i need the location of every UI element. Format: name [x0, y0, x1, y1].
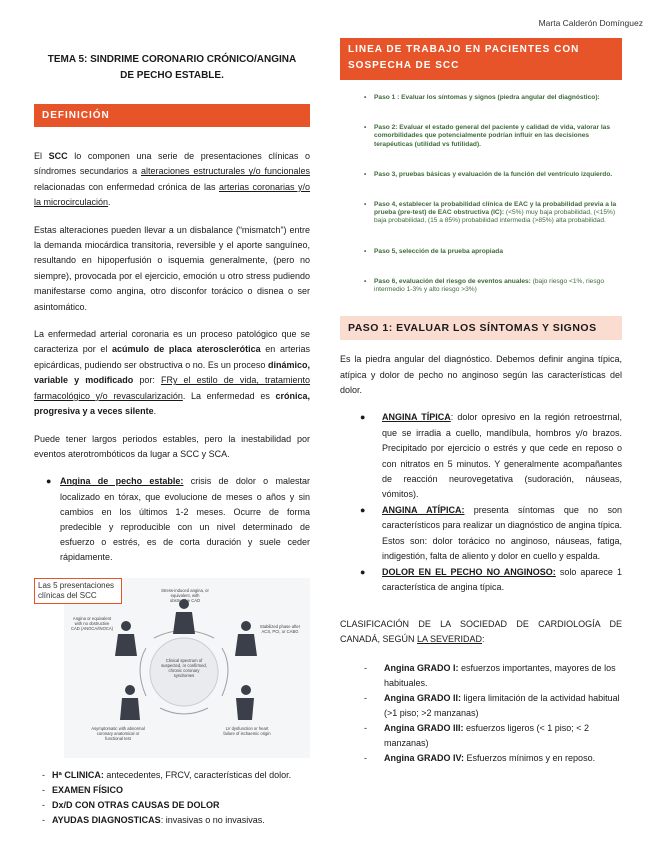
- list-item-text: [382, 503, 622, 565]
- p1-text-c: lo componen una serie de presentaciones clínicas o síndromes secundarios a: [34, 151, 310, 177]
- angina-estable-text: [60, 474, 310, 565]
- angina-tipica-label: ANGINA TÍPICA: [382, 412, 451, 423]
- angina-estable-label: Angina de pecho estable:: [60, 476, 184, 487]
- paso-item: [364, 171, 622, 179]
- figure-text-center: Clinical spectrum of suspected, or confirmed, chronic coronary syndromes: [161, 657, 207, 678]
- list-item: [360, 565, 622, 596]
- no-anginoso-text: solo aparece 1 característica de angina típica.: [382, 566, 623, 592]
- list-item-text: [384, 721, 622, 751]
- bullet-icon: •: [364, 124, 367, 132]
- p1-alteraciones: alteraciones estructurales y/o funcionales: [140, 166, 310, 177]
- diagnostic-list: [34, 768, 310, 828]
- grado-text: esfuerzos importantes, mayores de los habituales.: [384, 663, 616, 689]
- clasificacion-heading: [340, 617, 622, 647]
- p1-text-a: El: [34, 151, 49, 161]
- list-item: [360, 503, 622, 565]
- list-item: [364, 661, 622, 691]
- dash-icon: -: [42, 814, 45, 825]
- ayudas-label: AYUDAS DIAGNOSTICAS: [52, 814, 161, 825]
- list-item-text: [52, 813, 265, 828]
- paragraph-enfermedad-arterial: [34, 327, 310, 419]
- paso1-banner: PASO 1: EVALUAR LOS SÍNTOMAS Y SIGNOS: [340, 316, 622, 340]
- paragraph-periodos-estables: Puede tener largos periodos estables, pero la inestabilidad por eventos aterotrombóticos da lugar a SCC y SCA.: [34, 433, 310, 459]
- list-item-text: [52, 798, 220, 813]
- angina-tipica-text: : dolor opresivo en la región retroestrnal, que se irradia a cuello, mandíbula, hombros y/o brazos. Precipitado por ejercicio o estrés y que cede en reposo o con nitratos en 5 minutos. Y generalmente acompañantes de reacción neurovegetativa (sudoración, náuseas, vómitos).: [382, 412, 622, 500]
- list-item-text: [52, 768, 291, 783]
- angina-types-list: [340, 410, 622, 595]
- clasif-colon: :: [482, 634, 485, 645]
- list-item: [364, 751, 622, 766]
- figure-text-right: Stabilized phase after ACS, PCI, or CABG: [259, 623, 301, 634]
- paso-bold: Paso 5, selección de la prueba apropiada: [374, 247, 503, 255]
- dash-icon: -: [42, 799, 45, 810]
- page-title-line2: DE PECHO ESTABLE.: [120, 70, 224, 81]
- angina-estable-desc: crisis de dolor o malestar localizado en tórax, que evolucione de meses o años y sin cambios en los últimos 1-2 meses. Ocurre de forma predecible y reproducible con un nivel determinado de esfuerzo o estrés, es de corta duración y suele ceder rápidamente.: [60, 476, 310, 563]
- grado-label: Angina GRADO IV:: [384, 753, 465, 764]
- dash-icon: -: [364, 753, 367, 764]
- p3-text-g: . La enfermedad es: [182, 390, 276, 401]
- p3-cronica: crónica, progresiva y a veces silente: [34, 390, 310, 417]
- p1-scc: SCC: [48, 151, 68, 161]
- paso-bold: Paso 6, evaluación del riesgo de eventos anuales:: [374, 277, 531, 285]
- p3-text-a: La enfermedad arterial coronaria es un proceso patológico que se caracteriza por el: [34, 329, 310, 355]
- definicion-banner: DEFINICIÓN: [34, 104, 310, 127]
- paragraph-mismatch: Estas alteraciones pueden llevar a un disbalance (“mismatch”) entre la demanda miocárdica transitoria, reversible y el aporte sanguíneo, resultando en hipoperfusión o isquemia generalmente, (pero no siempre), provocada por el ejercicio, emoción u otro stress pudiendo manifestarse como angina, otro disconfor torácico o disnea o ser asintomático.: [34, 224, 310, 312]
- p3-placa: acúmulo de placa aterosclerótica: [112, 344, 261, 355]
- grado-label: Angina GRADO III:: [384, 723, 464, 734]
- pasos-list: [340, 94, 622, 294]
- figure-text-top: Stress-induced angina, or equivalent, with obstructive CAD: [161, 587, 209, 603]
- figure-label: Las 5 presentaciones clínicas del SCC: [34, 578, 122, 604]
- left-column: [34, 52, 310, 828]
- paso-item: [364, 248, 622, 256]
- dash-icon: -: [364, 723, 367, 734]
- list-item: [34, 783, 310, 798]
- angina-estable-item: [34, 474, 310, 565]
- dash-icon: -: [42, 769, 45, 780]
- list-item-text: [384, 691, 622, 721]
- list-item-text: [384, 751, 595, 766]
- angina-atipica-text: presenta síntomas que no son característicos para realizar un diagnóstico de angina típica. Estos son: dolor torácico no anginoso, náuseas, fatiga, indigestión, falta de aliento y dolor en cuello y espalda.: [382, 504, 622, 562]
- paso-text: [374, 171, 612, 179]
- list-item-text: [384, 661, 622, 691]
- paso-item: [364, 201, 622, 226]
- paso-normal: (bajo riesgo <1%, riesgo intermedio 1-3% y alto riesgo >3%): [374, 277, 604, 294]
- list-item: [34, 813, 310, 828]
- p3-dinamico: dinámico, variable y modificado: [34, 359, 310, 386]
- grado-label: Angina GRADO II:: [384, 693, 461, 704]
- paso-item: [364, 278, 622, 294]
- p3-text-e: por:: [133, 375, 161, 386]
- p3-text-c: en arterias epicárdicas, pudiendo ser obstructiva o no. Es un proceso: [34, 344, 310, 370]
- scc-presentations-figure: [34, 578, 310, 758]
- dash-icon: -: [364, 693, 367, 704]
- hc-text: antecedentes, FRCV, características del dolor.: [103, 769, 292, 780]
- page-title-line1: TEMA 5: SINDRIME CORONARIO CRÓNICO/ANGINA: [47, 54, 297, 65]
- paso-text: [374, 248, 503, 256]
- dash-icon: -: [364, 663, 367, 674]
- paso-text: [374, 278, 622, 294]
- list-item: [364, 691, 622, 721]
- list-item: [34, 768, 310, 783]
- paso-bold: Paso 2: Evaluar el estado general del paciente y calidad de vida, valorar las comorbilidades que potencialmente podrían influir en las decisiones terapéuticas (utilidad vs futilidad).: [374, 124, 611, 148]
- p1-arterias: arterias coronarias y/o la microcirculación: [34, 181, 310, 208]
- figure-text-left: Angina or equivalent with no obstructive CAD (ANOCA/INOCA): [70, 615, 114, 631]
- paso-bold: Paso 4, establecer la probabilidad clínica de EAC y la probabilidad previa a la prueba (pre-test) de EAC obstructiva (IC):: [374, 201, 617, 217]
- p1-text-g: .: [108, 197, 111, 208]
- ayudas-text: : invasivas o no invasivas.: [160, 814, 265, 825]
- grado-text: ligera limitación de la actividad habitual (>1 piso; >2 manzanas): [384, 693, 620, 719]
- bullet-icon: •: [364, 170, 367, 178]
- p3-fr: FRy el estilo de vida, tratamiento farmacológico y/o revascularización: [34, 375, 311, 401]
- right-column: [340, 38, 622, 766]
- bullet-icon: ●: [360, 566, 366, 577]
- bullet-icon: •: [364, 201, 367, 209]
- list-item: [364, 721, 622, 751]
- figure-text-bottom-left: Asymptomatic with abnormal coronary anatomical or functional test: [91, 725, 145, 741]
- author-name: Marta Calderón Domínguez: [538, 18, 643, 28]
- bullet-icon: •: [364, 277, 367, 285]
- no-anginoso-label: DOLOR EN EL PECHO NO ANGINOSO:: [382, 566, 556, 577]
- angina-atipica-label: ANGINA ATÍPICA:: [382, 504, 465, 515]
- paso-text: [374, 124, 622, 149]
- grados-list: [340, 661, 622, 766]
- bullet-icon: ●: [360, 412, 366, 423]
- examen-label: EXAMEN FÍSICO: [52, 784, 124, 795]
- bullet-icon: •: [364, 247, 367, 255]
- dxd-label: Dx/D CON OTRAS CAUSAS DE DOLOR: [52, 799, 220, 810]
- grado-text: esfuerzos ligeros (< 1 piso; < 2 manzanas): [384, 723, 590, 749]
- hc-label: Hª CLINICA:: [52, 769, 104, 780]
- paso-item: [364, 124, 622, 149]
- bullet-icon: •: [364, 94, 367, 101]
- clasif-text-a: CLASIFICACIÓN DE LA SOCIEDAD DE CARDIOLOGÍA DE CANADÁ, SEGÚN: [340, 619, 622, 645]
- grado-text: Esfuerzos mínimos y en reposo.: [464, 753, 596, 764]
- list-item-text: [52, 783, 123, 798]
- grado-label: Angina GRADO I:: [384, 663, 459, 674]
- p1-text-e: relacionadas con enfermedad crónica de las: [34, 181, 219, 192]
- paso-item: [364, 94, 622, 102]
- figure-text-bottom-right: LV dysfunction or heart failure of ischaemic origin: [223, 725, 271, 736]
- p3-text-i: .: [153, 406, 157, 417]
- paragraph-scc-definition: [34, 149, 310, 211]
- paso1-intro: Es la piedra angular del diagnóstico. Debemos definir angina típica, atípica y dolor de pecho no anginoso según las características del dolor.: [340, 354, 622, 396]
- list-item-text: [382, 565, 622, 596]
- clasif-severidad: LA SEVERIDAD: [417, 634, 483, 645]
- paso-bold: Paso 3, pruebas básicas y evaluación de la función del ventrículo izquierdo.: [374, 170, 613, 178]
- list-item: [34, 798, 310, 813]
- bullet-icon: ●: [46, 476, 52, 487]
- list-item-text: [382, 410, 622, 502]
- paso-normal: (<5%) muy baja probabilidad, (<15%) baja probabilidad, (15 a 85%) probabilidad intermedia (>85%) alta probabilidad.: [374, 209, 616, 225]
- list-item: [360, 410, 622, 502]
- paso-text: [374, 201, 622, 226]
- dash-icon: -: [42, 784, 45, 795]
- page-title: [34, 52, 310, 84]
- linea-trabajo-banner: LINEA DE TRABAJO EN PACIENTES CON SOSPECHA DE SCC: [340, 38, 622, 80]
- paso-text: [374, 94, 600, 102]
- paso-bold: Paso 1 : Evaluar los síntomas y signos (piedra angular del diagnóstico):: [374, 94, 600, 101]
- bullet-icon: ●: [360, 504, 366, 515]
